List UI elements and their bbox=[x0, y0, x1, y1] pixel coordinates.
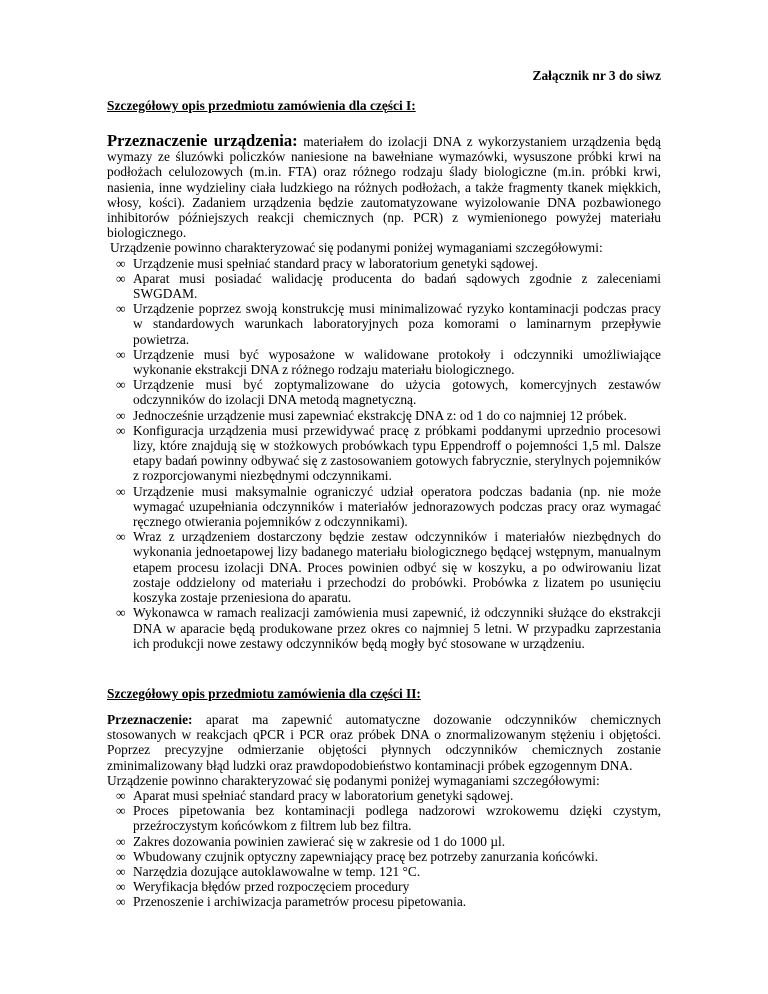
bullet-icon: ∞ bbox=[116, 407, 126, 423]
part2-intro bbox=[107, 712, 661, 773]
part2-requirements-intro: Urządzenie powinno charakteryzować się podanymi poniżej wymaganiami szczegółowymi: bbox=[107, 772, 600, 788]
bullet-icon: ∞ bbox=[116, 422, 126, 438]
part1-requirement-item-text: Wraz z urządzeniem dostarczony będzie zestaw odczynników i materiałów niezbędnych do wykonania jednoetapowej lizy badanego materiału biologicznego będącej wstępnym, manualnym etapem procesu izolacji DNA. Proces powinien odbyć się w koszyku, a po odwirowaniu lizat zostaje oddzielony od materiału i przechodzi do probówki. Probówka z lizatem po usunięciu koszyka zostaje przeniesiona do aparatu. bbox=[133, 529, 661, 606]
part2-requirement-item-text: Narzędzia dozujące autoklawowalne w temp. 121 °C. bbox=[133, 864, 421, 880]
part1-body bbox=[107, 133, 661, 651]
part2-lead: Przeznaczenie: bbox=[107, 712, 193, 727]
part1-requirement-item bbox=[107, 377, 661, 407]
part1-requirement-item-text: Urządzenie poprzez swoją konstrukcję musi minimalizować ryzyko kontaminacji podczas pracy w standardowych warunkach laboratoryjnych poza komorami o laminarnym przepływie powietrza. bbox=[133, 301, 661, 347]
part2-requirement-item bbox=[107, 849, 661, 864]
part1-requirement-item bbox=[107, 423, 661, 484]
bullet-icon: ∞ bbox=[116, 270, 126, 286]
part1-requirement-item-text: Aparat musi posiadać walidację producenta do badań sądowych zgodnie z zaleceniami SWGDAM. bbox=[133, 270, 661, 302]
part2-requirement-item bbox=[107, 834, 661, 849]
bullet-icon: ∞ bbox=[116, 346, 126, 362]
part1-requirement-item-text: Konfiguracja urządzenia musi przewidywać pracę z próbkami poddanymi uprzednio procesowi lizy, które znajdują się w stożkowych probówkach typu Eppendroff o pojemności 1,5 ml. Dalsze etapy badań powinny odbywać się z zastosowaniem gotowych fabrycznie, sterylnych pojemników z rozporcjowanymi niezbędnymi odczynnikami. bbox=[133, 422, 661, 484]
part2-requirement-item-text: Przenoszenie i archiwizacja parametrów procesu pipetowania. bbox=[133, 894, 467, 910]
bullet-icon: ∞ bbox=[116, 301, 126, 317]
part1-intro-text: materiałem do izolacji DNA z wykorzystaniem urządzenia będą wymazy ze śluzówki policzków naniesione na bawełniane wymazówki, wysuszone próbki krwi na podłożach celulozowych (m.in. FTA) oraz różnego rodzaju ślady biologiczne (m.in. próbki krwi, nasienia, inne wydzieliny ciała ludzkiego na różnych podłożach, a także fragmenty tkanek miękkich, włosy, kości). Zadaniem urządzenia będzie zautomatyzowane wyizolowanie DNA pozbawionego inhibitorów późniejszych reakcji chemicznych (np. PCR) z wymienionego powyżej materiału biologicznego. bbox=[107, 134, 661, 241]
part1-requirements-intro: Urządzenie powinno charakteryzować się podanymi poniżej wymaganiami szczegółowymi: bbox=[110, 240, 603, 256]
part1-requirement-item bbox=[107, 529, 661, 605]
part2-requirement-item bbox=[107, 788, 661, 803]
part1-requirement-item bbox=[107, 484, 661, 530]
bullet-icon: ∞ bbox=[116, 833, 126, 849]
bullet-icon: ∞ bbox=[116, 255, 126, 271]
part2-requirement-item bbox=[107, 803, 661, 833]
part2-heading: Szczegółowy opis przedmiotu zamówienia dla części II: bbox=[107, 686, 421, 701]
part1-requirement-item-text: Jednocześnie urządzenie musi zapewniać ekstrakcję DNA z: od 1 do co najmniej 12 próbek. bbox=[133, 407, 627, 423]
bullet-icon: ∞ bbox=[116, 864, 126, 880]
bullet-icon: ∞ bbox=[116, 879, 126, 895]
bullet-icon: ∞ bbox=[116, 848, 126, 864]
part2-body bbox=[107, 712, 661, 910]
part1-intro bbox=[107, 133, 661, 240]
bullet-icon: ∞ bbox=[116, 377, 126, 393]
part2-requirement-item bbox=[107, 879, 661, 894]
part2-requirement-item-text: Wbudowany czujnik optyczny zapewniający pracę bez potrzeby zanurzania końcówki. bbox=[133, 848, 599, 864]
part2-requirement-item-text: Proces pipetowania bez kontaminacji podlega nadzorowi wzrokowemu dzięki czystym, przeźroczystym końcówkom z filtrem lub bez filtra. bbox=[133, 803, 661, 834]
part1-requirement-item-text: Urządzenie musi być wyposażone w walidowane protokoły i odczynniki umożliwiające wykonanie ekstrakcji DNA z różnego rodzaju materiału biologicznego. bbox=[133, 346, 661, 378]
bullet-icon: ∞ bbox=[116, 529, 126, 545]
bullet-icon: ∞ bbox=[116, 894, 126, 910]
part1-requirement-item bbox=[107, 347, 661, 377]
part1-requirement-item-text: Urządzenie musi być zoptymalizowane do użycia gotowych, komercyjnych zestawów odczynników do izolacji DNA metodą magnetyczną. bbox=[133, 377, 661, 408]
part2-requirement-item bbox=[107, 864, 661, 879]
bullet-icon: ∞ bbox=[116, 605, 126, 621]
bullet-icon: ∞ bbox=[116, 803, 126, 819]
part2-requirements-list bbox=[107, 788, 661, 910]
part2-requirement-item-text: Weryfikacja błędów przed rozpoczęciem procedury bbox=[133, 879, 410, 895]
part2-requirement-item bbox=[107, 894, 661, 909]
part1-requirement-item bbox=[107, 301, 661, 347]
bullet-icon: ∞ bbox=[116, 788, 126, 804]
annex-label: Załącznik nr 3 do siwz bbox=[532, 68, 661, 83]
part1-requirement-item bbox=[107, 271, 661, 301]
part1-requirement-item-text: Wykonawca w ramach realizacji zamówienia musi zapewnić, iż odczynniki służące do ekstrakcji DNA w aparacie będą produkowane przez okres co najmniej 5 letni. W przypadku zaprzestania ich produkcji nowe zestawy odczynników będą mogły być stosowane w urządzeniu. bbox=[133, 605, 661, 651]
part1-requirement-item bbox=[107, 256, 661, 271]
part1-requirement-item-text: Urządzenie musi maksymalnie ograniczyć udział operatora podczas badania (np. nie może wymagać uzupełniania odczynników i materiałów jednorazowych podczas pracy oraz wymagać ręcznego otwierania pojemników z odczynnikami). bbox=[133, 483, 661, 530]
part1-requirement-item bbox=[107, 605, 661, 651]
part1-requirement-item bbox=[107, 408, 661, 423]
part2-requirement-item-text: Zakres dozowania powinien zawierać się w zakresie od 1 do 1000 µl. bbox=[133, 833, 506, 849]
part1-requirements-list bbox=[107, 256, 661, 651]
part1-heading: Szczegółowy opis przedmiotu zamówienia dla części I: bbox=[107, 98, 416, 113]
part2-intro-text: aparat ma zapewnić automatyczne dozowanie odczynników chemicznych stosowanych w reakcjach qPCR i PCR oraz próbek DNA o znormalizowanym stężeniu i objętości. Poprzez precyzyjne odmierzanie objętości płynnych odczynników chemicznych zostanie zminimalizowany błąd ludzki oraz prawdopodobieństwo kontaminacji próbek egzogennym DNA. bbox=[107, 712, 661, 773]
part1-requirement-item-text: Urządzenie musi spełniać standard pracy w laboratorium genetyki sądowej. bbox=[133, 255, 538, 271]
part1-lead: Przeznaczenie urządzenia: bbox=[107, 131, 298, 150]
part2-requirement-item-text: Aparat musi spełniać standard pracy w laboratorium genetyki sądowej. bbox=[133, 788, 514, 804]
bullet-icon: ∞ bbox=[116, 483, 126, 499]
